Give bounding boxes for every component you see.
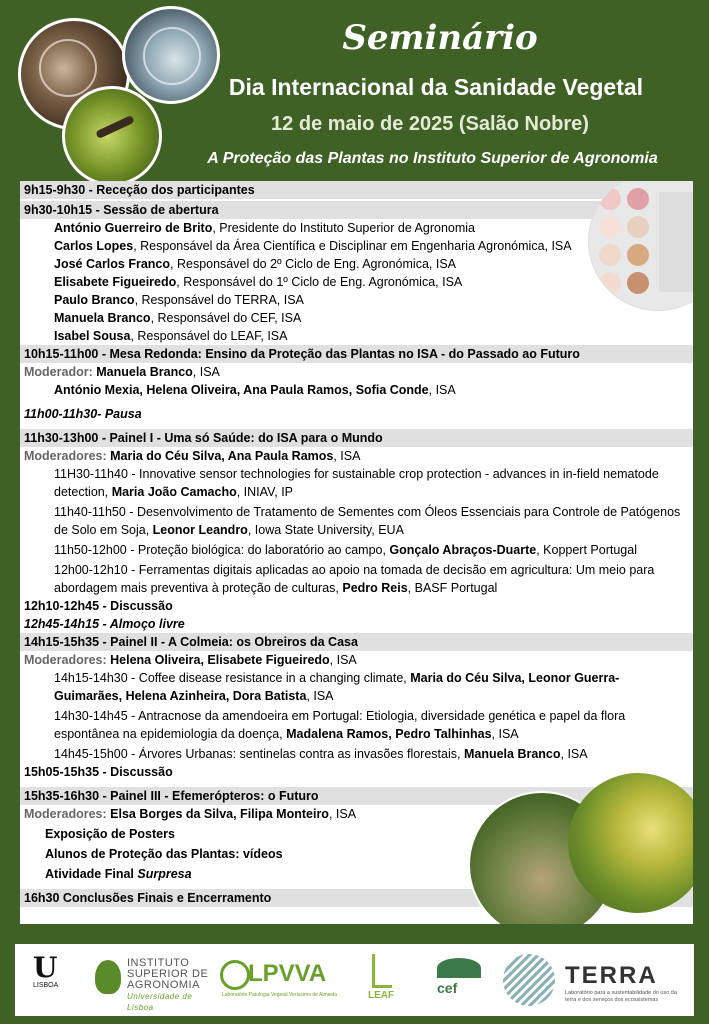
leaf-mark-icon (372, 954, 392, 988)
panel-3-item: Exposição de Posters (45, 827, 175, 841)
round-table-panel: António Mexia, Helena Oliveira, Ana Paula Ramos, Sofia Conde, ISA (54, 383, 456, 397)
panel-3-moderators: Moderadores: Elsa Borges da Silva, Filipa Monteiro, ISA (24, 807, 357, 821)
talk-item: 12h00-12h10 - Ferramentas digitais aplicadas ao apoio na tomada de decisão em agricultura: Um meio para abordagem mais preventiva à proteção de culturas, Pedro Reis, BASF Portugal (54, 563, 655, 595)
session-panel-3: 15h35-16h30 - Painel III - Efemerópteros: o Futuro (20, 787, 693, 805)
event-subtitle: A Proteção das Plantas no Instituto Superior de Agronomia (207, 150, 658, 167)
talk-item: 14h45-15h00 - Árvores Urbanas: sentinelas contra as invasões florestais, Manuela Branco, ISA (54, 747, 588, 761)
cef-logo: cef (435, 954, 495, 1006)
pause: 11h00-11h30- Pausa (24, 407, 142, 421)
panel-2-moderators: Moderadores: Helena Oliveira, Elisabete Figueiredo, ISA (24, 653, 357, 667)
opening-person: Paulo Branco, Responsável do TERRA, ISA (54, 293, 304, 307)
panel-2-discussion: 15h05-15h35 - Discussão (24, 765, 173, 779)
header (0, 0, 709, 180)
round-table-moderator: Moderador: Manuela Branco, ISA (24, 365, 220, 379)
session-opening: 9h30-10h15 - Sessão de abertura (20, 201, 693, 219)
opening-person: Elisabete Figueiredo, Responsável do 1º Ciclo de Eng. Agronómica, ISA (54, 275, 463, 289)
session-panel-1: 11h30-13h00 - Painel I - Uma só Saúde: do ISA para o Mundo (20, 429, 693, 447)
microscopy-photo (588, 181, 693, 311)
ulisboa-logo: U LISBOA (33, 951, 59, 989)
opening-person: Isabel Sousa, Responsável do LEAF, ISA (54, 329, 288, 343)
lpvva-logo: LPVVA Laboratório Patologia Vegetal Veríssimo de Almeida (222, 960, 338, 998)
footer-logos (15, 944, 694, 1016)
event-title: Dia Internacional da Sanidade Vegetal (228, 74, 644, 100)
talk-item: 11H30-11h40 - Innovative sensor technologies for sustainable crop protection - advances in in-field nematode detection, Maria João Camacho, INIAV, IP (54, 467, 659, 499)
session-panel-2: 14h15-15h35 - Painel II - A Colmeia: os Obreiros da Casa (20, 633, 693, 651)
talk-item: 14h30-14h45 - Antracnose da amendoeira em Portugal: Etiologia, diversidade genética e papel da flora espontânea na epidemiologia da doença, Madalena Ramos, Pedro Talhinhas, ISA (54, 709, 626, 741)
session-reception: 9h15-9h30 - Receção dos participantes (20, 181, 693, 199)
session-round-table: 10h15-11h00 - Mesa Redonda: Ensino da Proteção das Plantas no ISA - do Passado ao Futuro (20, 345, 693, 363)
isa-leaf-icon (95, 960, 121, 994)
opening-person: Carlos Lopes, Responsável da Área Científica e Disciplinar em Engenharia Agronómica, ISA (54, 239, 572, 253)
panel-1-discussion: 12h10-12h45 - Discussão (24, 599, 173, 613)
opening-person: José Carlos Franco, Responsável do 2º Ciclo de Eng. Agronómica, ISA (54, 257, 456, 271)
cef-trees-icon (437, 958, 481, 978)
panel-1-moderators: Moderadores: Maria do Céu Silva, Ana Paula Ramos, ISA (24, 449, 361, 463)
program-panel (20, 181, 693, 924)
lpvva-circle-icon (220, 960, 250, 990)
seminar-title: Seminário (342, 18, 538, 58)
leaf-logo: LEAF (368, 954, 408, 1006)
talk-item: 11h50-12h00 - Proteção biológica: do laboratório ao campo, Gonçalo Abraços-Duarte, Koppert Portugal (54, 543, 637, 557)
lunch: 12h45-14h15 - Almoço livre (24, 617, 185, 631)
terra-globe-icon (503, 954, 555, 1006)
opening-person: António Guerreiro de Brito, Presidente do Instituto Superior de Agronomia (54, 221, 476, 235)
session-closing: 16h30 Conclusões Finais e Encerramento (20, 889, 693, 907)
event-date: 12 de maio de 2025 (Salão Nobre) (271, 113, 589, 135)
terra-logo: TERRA Laboratório para a sustentabilidade do uso da terra e dos serviços dos ecossistemas (503, 954, 693, 1006)
opening-person: Manuela Branco, Responsável do CEF, ISA (54, 311, 302, 325)
talk-item: 14h15-14h30 - Coffee disease resistance in a changing climate, Maria do Céu Silva, Leonor Guerra-Guimarães, Helena Azinheira, Dora Batista, ISA (54, 671, 620, 703)
panel-3-item: Alunos de Proteção das Plantas: vídeos (45, 847, 283, 861)
panel-3-item: Atividade Final Surpresa (45, 867, 192, 881)
isa-logo: INSTITUTO SUPERIOR DE AGRONOMIA Universidade de Lisboa (95, 954, 210, 1006)
insect-on-leaf-photo (62, 86, 162, 186)
talk-item: 11h40-11h50 - Desenvolvimento de Tratamento de Sementes com Óleos Essenciais para Controle de Patógenos de Solo em Soja, Leonor Leandro, Iowa State University, EUA (54, 505, 681, 537)
insect-icon (95, 115, 135, 139)
